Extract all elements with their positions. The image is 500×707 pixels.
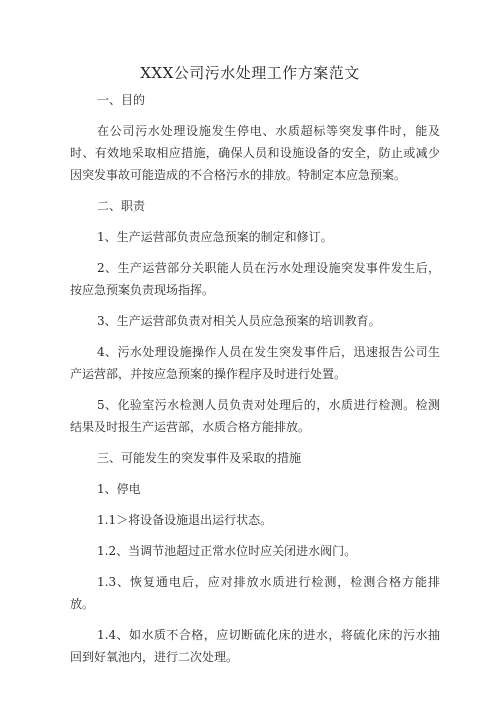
measure-item-1-3: 1.3、恢复通电后，应对排放水质进行检测，检测合格方能排放。 [70,575,440,611]
duty-item-5: 5、化验室污水检测人员负责对处理后的，水质进行检测。检测结果及时报生产运营部，水质合格方能排放。 [70,398,440,434]
document-body [70,89,440,677]
duty-item-4: 4、污水处理设施操作人员在发生突发事件后，迅速报告公司生产运营部，并按应急预案的操作程序及时进行处置。 [70,345,440,381]
duty-item-2: 2、生产运营部分关职能人员在污水处理设施突发事件发生后，按应急预案负责现场指挥。 [70,261,440,297]
measure-item-1-1: 1.1＞将设备设施退出运行状态。 [97,513,273,527]
duty-item-1: 1、生产运营部负责应急预案的制定和修订。 [97,230,333,244]
measure-item-1-2: 1.2、当调节池超过正常水位时应关闭进水阀门。 [97,544,357,558]
measure-item-1-4: 1.4、如水质不合格，应切断硫化床的进水，将硫化床的污水抽回到好氧池内，进行二次处理。 [70,628,440,664]
measure-heading-power-outage: 1、停电 [97,482,141,496]
purpose-paragraph: 在公司污水处理设施发生停电、水质超标等突发事件时，能及时、有效地采取相应措施，确保人员和设施设备的安全，防止或减少因突发事故可能造成的不合格污水的排放。特制定本应急预案。 [70,124,440,182]
section-heading-duties: 二、职责 [97,199,146,213]
document-title: XXX公司污水处理工作方案范文 [140,64,360,82]
section-heading-purpose: 一、目的 [97,93,146,107]
duty-item-3: 3、生产运营部负责对相关人员应急预案的培训教育。 [97,314,381,328]
section-heading-measures: 三、可能发生的突发事件及采取的措施 [97,451,302,465]
